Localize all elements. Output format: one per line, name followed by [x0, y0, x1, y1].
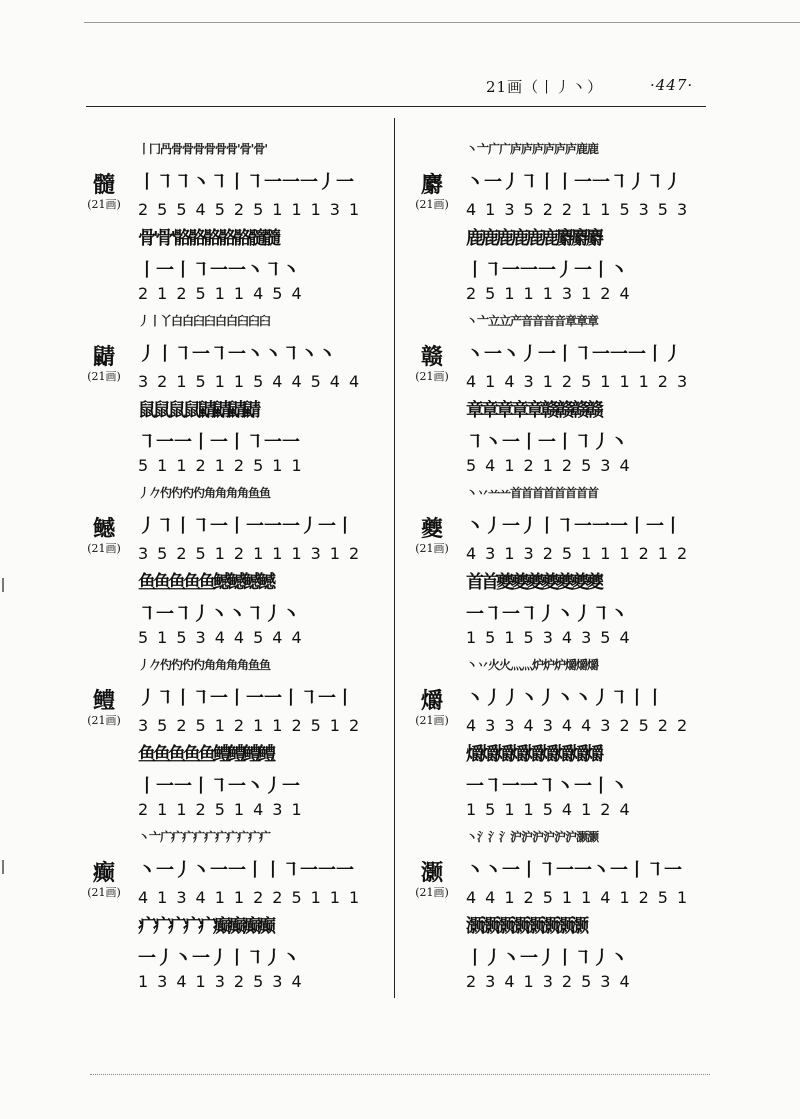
- stroke-progress-row: 章章章章章赣赣赣赣: [466, 400, 601, 421]
- entry-left-4: [84, 656, 369, 819]
- headword-char: 鳡: [92, 516, 115, 542]
- stroke-count-label: (21画): [415, 370, 449, 383]
- stroke-numbers-row: 212511454: [138, 284, 311, 303]
- stroke-progress-row: 鼠鼠鼠鼠鼱鼱鼱鼱: [138, 400, 258, 421]
- entry-right-4: [412, 656, 697, 819]
- header-rule: [86, 106, 706, 107]
- stroke-numbers-row: 413522115353: [466, 200, 697, 219]
- stroke-progress-row: 疒疒疒疒疒癫癫癫癫: [138, 916, 273, 937]
- stroke-shapes-row: 丶丿丿丶丿丶丶丿㇕丨丨: [466, 688, 664, 709]
- stroke-progress-row: 丿丨丫白白臼臼白白臼臼臼: [138, 314, 271, 328]
- headword-char: 爝: [420, 688, 443, 714]
- entry-right-3: [412, 484, 697, 647]
- headword-char: 鳢: [92, 688, 115, 714]
- stroke-shapes-row: 丶一丿丶一一丨丨㇕一一一: [138, 860, 354, 881]
- stroke-numbers-row: 255452511131: [138, 200, 369, 219]
- top-rule: [84, 22, 800, 23]
- stroke-count-label: (21画): [87, 886, 121, 899]
- stroke-shapes-row: ㇕一㇕丿丶丶㇕丿丶: [138, 604, 300, 625]
- stroke-count-label: (21画): [415, 714, 449, 727]
- stroke-progress-row: 爝爝爝爝爝爝爝爝爝: [466, 744, 601, 765]
- stroke-numbers-row: 251113124: [466, 284, 639, 303]
- stroke-shapes-row: 丶一丿㇕丨丨一一㇕丿㇕丿: [466, 172, 682, 193]
- stroke-shapes-row: 丨㇕一一一丿一丨丶: [466, 260, 628, 281]
- stroke-progress-row: 灏灏灏灏灏灏灏灏: [466, 916, 586, 937]
- stroke-numbers-row: 441251141251: [466, 888, 697, 907]
- headword-char: 鼱: [92, 344, 115, 370]
- stroke-numbers-row: 511212511: [138, 456, 311, 475]
- stroke-progress-row: 丶亠立立产音音音音章章章: [466, 314, 599, 328]
- stroke-numbers-row: 515344544: [138, 628, 311, 647]
- page-header: [0, 76, 800, 100]
- stroke-count-label: (21画): [415, 886, 449, 899]
- stroke-count-label: (21画): [87, 198, 121, 211]
- stroke-shapes-row: 丶一丶丿一丨㇕一一一丨丿: [466, 344, 682, 365]
- stroke-progress-row: 鹿鹿鹿鹿鹿鹿麝麝麝: [466, 228, 601, 249]
- stroke-shapes-row: 丿丨㇕一㇕一丶丶㇕丶丶: [138, 344, 336, 365]
- stroke-progress-row: 鱼鱼鱼鱼鱼鳡鳡鳡鳡: [138, 572, 273, 593]
- entry-left-3: [84, 484, 369, 647]
- entry-right-2: [412, 312, 697, 475]
- stroke-progress-row: 丿𠂊仢仢仢仢角角角角鱼鱼: [138, 658, 271, 672]
- stroke-progress-row: 丶氵氵氵沪沪沪沪沪沪灏灏: [466, 830, 599, 844]
- column-divider: [394, 118, 395, 998]
- stroke-numbers-row: 431325111212: [466, 544, 697, 563]
- headword-char: 髓: [92, 172, 115, 198]
- stroke-progress-row: 丿𠂊仢仢仢仢角角角角鱼鱼: [138, 486, 271, 500]
- stroke-numbers-row: 414312511123: [466, 372, 697, 391]
- stroke-progress-row: 首首夔夔夔夔夔夔夔: [466, 572, 601, 593]
- stroke-count-label: (21画): [415, 198, 449, 211]
- stroke-shapes-row: 丨丿丶一丿丨㇕丿丶: [466, 948, 628, 969]
- stroke-progress-row: 丨冂冎骨骨骨骨骨骨'骨'骨': [138, 142, 268, 156]
- stroke-count-label: (21画): [87, 542, 121, 555]
- headword-char: 灏: [420, 860, 443, 886]
- stroke-count-label: (21画): [87, 370, 121, 383]
- stroke-progress-row: 丶丷火火灬灬炉炉炉爝爝爝: [466, 658, 599, 672]
- header-section: 21画（丨丿丶）: [486, 78, 604, 96]
- stroke-shapes-row: 丶丶一丨㇕一一丶一丨㇕一: [466, 860, 682, 881]
- stroke-shapes-row: 一㇕一一㇕丶一丨丶: [466, 776, 628, 797]
- stroke-shapes-row: 丨一一丨㇕一丶丿一: [138, 776, 300, 797]
- stroke-numbers-row: 211251431: [138, 800, 311, 819]
- stroke-numbers-row: 151534354: [466, 628, 639, 647]
- headword-char: 夔: [420, 516, 443, 542]
- stroke-numbers-row: 352512111312: [138, 544, 369, 563]
- stroke-shapes-row: 丿㇕丨㇕一丨一一丨㇕一丨: [138, 688, 354, 709]
- stroke-numbers-row: 321511544544: [138, 372, 369, 391]
- stroke-numbers-row: 352512112512: [138, 716, 369, 735]
- headword-char: 赣: [420, 344, 443, 370]
- entry-right-5: [412, 828, 697, 991]
- stroke-shapes-row: 丿㇕丨㇕一丨一一一丿一丨: [138, 516, 354, 537]
- stroke-numbers-row: 234132534: [466, 972, 639, 991]
- stroke-progress-row: 丶亠广疒疒疒疒疒疒疒疒疒: [138, 830, 271, 844]
- stroke-shapes-row: ㇕丶一丨一丨㇕丿丶: [466, 432, 628, 453]
- entry-right-1: [412, 140, 697, 303]
- bottom-rule: [90, 1074, 710, 1075]
- stroke-count-label: (21画): [415, 542, 449, 555]
- stroke-numbers-row: 151154124: [466, 800, 639, 819]
- page-number: ·447·: [650, 76, 694, 94]
- entry-left-2: [84, 312, 369, 475]
- stroke-progress-row: 鱼鱼鱼鱼鱼鳢鳢鳢鳢: [138, 744, 273, 765]
- stroke-numbers-row: 433434432522: [466, 716, 697, 735]
- stroke-shapes-row: 一㇕一㇕丿丶丿㇕丶: [466, 604, 628, 625]
- stroke-shapes-row: 一丿丶一丿丨㇕丿丶: [138, 948, 300, 969]
- scan-mark: [2, 578, 4, 592]
- stroke-shapes-row: ㇕一一丨一丨㇕一一: [138, 432, 300, 453]
- headword-char: 癫: [92, 860, 115, 886]
- stroke-numbers-row: 413411225111: [138, 888, 369, 907]
- stroke-shapes-row: 丨㇕㇕丶㇕丨㇕一一一丿一: [138, 172, 354, 193]
- stroke-shapes-row: 丨一丨㇕一一丶㇕丶: [138, 260, 300, 281]
- entry-left-1: [84, 140, 369, 303]
- stroke-progress-row: 丶亠广广庐庐庐庐庐庐鹿鹿: [466, 142, 599, 156]
- stroke-numbers-row: 541212534: [466, 456, 639, 475]
- entry-left-5: [84, 828, 369, 991]
- stroke-count-label: (21画): [87, 714, 121, 727]
- stroke-progress-row: 丶丷䒑䒑首首首首首首首首: [466, 486, 599, 500]
- headword-char: 麝: [420, 172, 443, 198]
- stroke-shapes-row: 丶丿一丿丨㇕一一一丨一丨: [466, 516, 682, 537]
- stroke-numbers-row: 134132534: [138, 972, 311, 991]
- stroke-progress-row: 骨'骨'骼骼骼骼骼髓髓: [138, 228, 279, 249]
- scan-mark: [2, 860, 4, 874]
